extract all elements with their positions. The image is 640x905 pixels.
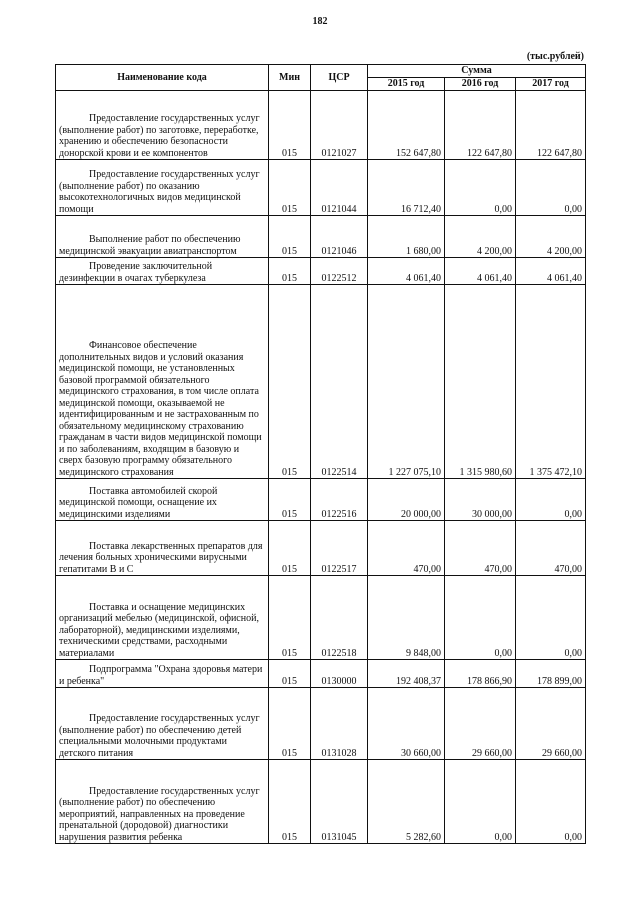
row-sum-2017: 122 647,80 — [516, 91, 586, 160]
table-row — [56, 479, 586, 521]
row-min: 015 — [269, 760, 311, 844]
row-name: Проведение заключительной дезинфекции в очагах туберкулеза — [56, 258, 269, 285]
page-number: 182 — [312, 16, 328, 27]
row-name: Поставка автомобилей скорой медицинской помощи, оснащение их медицинскими изделиями — [56, 479, 269, 521]
header-year-2017: 2017 год — [516, 78, 586, 91]
row-min: 015 — [269, 688, 311, 760]
row-min: 015 — [269, 216, 311, 258]
row-csr: 0130000 — [311, 660, 368, 688]
table-row — [56, 216, 586, 258]
row-sum-2016: 29 660,00 — [445, 688, 516, 760]
row-sum-2016: 0,00 — [445, 576, 516, 660]
row-sum-2016: 0,00 — [445, 760, 516, 844]
row-sum-2017: 470,00 — [516, 521, 586, 576]
row-csr: 0122512 — [311, 258, 368, 285]
row-sum-2015: 470,00 — [368, 521, 445, 576]
row-sum-2015: 9 848,00 — [368, 576, 445, 660]
row-csr: 0122516 — [311, 479, 368, 521]
row-sum-2015: 20 000,00 — [368, 479, 445, 521]
row-name: Подпрограмма "Охрана здоровья матери и ребенка" — [56, 660, 269, 688]
row-sum-2016: 122 647,80 — [445, 91, 516, 160]
row-min: 015 — [269, 91, 311, 160]
row-sum-2017: 29 660,00 — [516, 688, 586, 760]
row-sum-2017: 0,00 — [516, 576, 586, 660]
header-min: Мин — [269, 65, 311, 91]
table-row — [56, 660, 586, 688]
row-sum-2017: 0,00 — [516, 760, 586, 844]
table-row — [56, 91, 586, 160]
header-year-2015: 2015 год — [368, 78, 445, 91]
row-csr: 0122518 — [311, 576, 368, 660]
table-row — [56, 160, 586, 216]
row-csr: 0131045 — [311, 760, 368, 844]
row-sum-2017: 0,00 — [516, 479, 586, 521]
row-sum-2015: 4 061,40 — [368, 258, 445, 285]
row-name: Финансовое обеспечение дополнительных видов и условий оказания медицинской помощи, не установленных базовой программой обязательного медицинского страхования, в том числе оплата медицинской помощи, оказываемой не идентифицированным и не застрахованным по обязательному медицинскому страхованию гражданам в части видов медицинской помощи и по заболеваниям, входящим в базовую и сверх базовую программу обязательного медицинского страхования — [56, 285, 269, 479]
row-sum-2015: 1 680,00 — [368, 216, 445, 258]
row-min: 015 — [269, 576, 311, 660]
row-sum-2016: 178 866,90 — [445, 660, 516, 688]
row-sum-2017: 0,00 — [516, 160, 586, 216]
row-sum-2017: 178 899,00 — [516, 660, 586, 688]
row-sum-2015: 5 282,60 — [368, 760, 445, 844]
row-csr: 0122517 — [311, 521, 368, 576]
row-csr: 0122514 — [311, 285, 368, 479]
table-row — [56, 576, 586, 660]
row-csr: 0121044 — [311, 160, 368, 216]
budget-table — [55, 64, 586, 844]
row-min: 015 — [269, 521, 311, 576]
row-csr: 0121027 — [311, 91, 368, 160]
table-row — [56, 688, 586, 760]
row-sum-2016: 0,00 — [445, 160, 516, 216]
row-name: Предоставление государственных услуг (выполнение работ) по обеспечению мероприятий, направленных на проведение пренатальной (дородовой) диагностики нарушения развития ребенка — [56, 760, 269, 844]
row-csr: 0131028 — [311, 688, 368, 760]
row-sum-2015: 192 408,37 — [368, 660, 445, 688]
row-name: Поставка лекарственных препаратов для лечения больных хроническими вирусными гепатитами В и С — [56, 521, 269, 576]
row-sum-2017: 4 061,40 — [516, 258, 586, 285]
row-sum-2015: 152 647,80 — [368, 91, 445, 160]
row-name: Предоставление государственных услуг (выполнение работ) по заготовке, переработке, хранению и обеспечению безопасности донорской крови и ее компонентов — [56, 91, 269, 160]
row-min: 015 — [269, 160, 311, 216]
table-row — [56, 760, 586, 844]
header-csr: ЦСР — [311, 65, 368, 91]
row-min: 015 — [269, 479, 311, 521]
row-name: Предоставление государственных услуг (выполнение работ) по оказанию высокотехнологичных видов медицинской помощи — [56, 160, 269, 216]
header-sum: Сумма — [368, 65, 586, 78]
row-min: 015 — [269, 285, 311, 479]
row-sum-2017: 1 375 472,10 — [516, 285, 586, 479]
table-row — [56, 258, 586, 285]
row-name: Предоставление государственных услуг (выполнение работ) по обеспечению детей специальными молочными продуктами детского питания — [56, 688, 269, 760]
row-name: Выполнение работ по обеспечению медицинской эвакуации авиатранспортом — [56, 216, 269, 258]
table-row — [56, 285, 586, 479]
row-sum-2016: 4 200,00 — [445, 216, 516, 258]
row-name: Поставка и оснащение медицинских организаций мебелью (медицинской, офисной, лабораторной), медицинскими изделиями, техническими средствами, расходными материалами — [56, 576, 269, 660]
table-row — [56, 521, 586, 576]
row-sum-2017: 4 200,00 — [516, 216, 586, 258]
header-year-2016: 2016 год — [445, 78, 516, 91]
row-min: 015 — [269, 660, 311, 688]
units-label: (тыс.рублей) — [526, 51, 584, 62]
row-sum-2016: 470,00 — [445, 521, 516, 576]
row-sum-2015: 1 227 075,10 — [368, 285, 445, 479]
row-sum-2015: 30 660,00 — [368, 688, 445, 760]
row-min: 015 — [269, 258, 311, 285]
row-sum-2016: 4 061,40 — [445, 258, 516, 285]
row-sum-2016: 1 315 980,60 — [445, 285, 516, 479]
row-csr: 0121046 — [311, 216, 368, 258]
row-sum-2016: 30 000,00 — [445, 479, 516, 521]
row-sum-2015: 16 712,40 — [368, 160, 445, 216]
header-name: Наименование кода — [56, 65, 269, 91]
